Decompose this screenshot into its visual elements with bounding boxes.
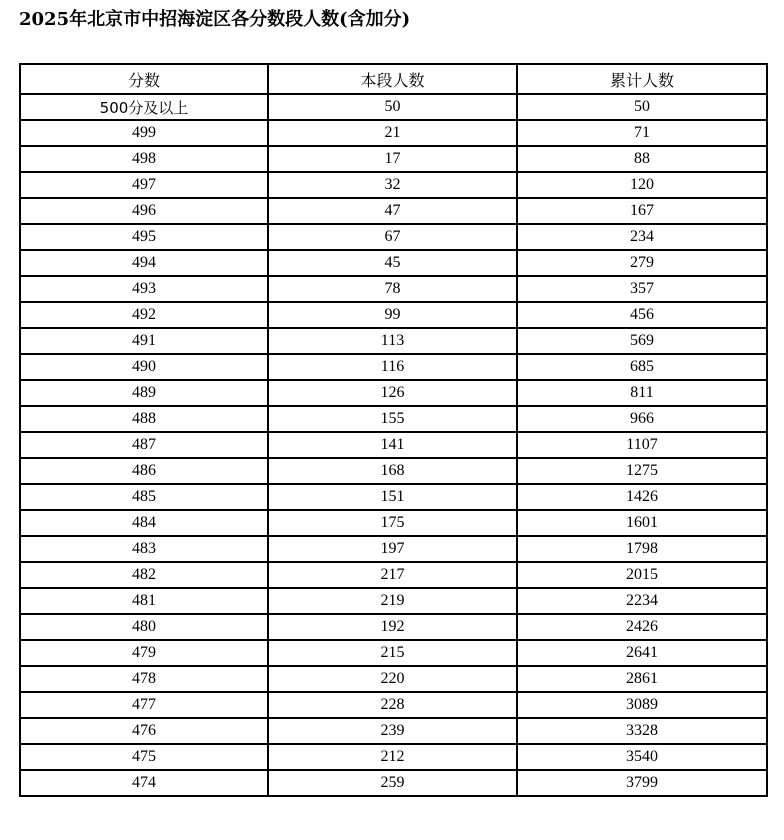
cumulative-count-cell: 3540 (517, 744, 767, 770)
score-cell: 490 (20, 354, 268, 380)
table-row (20, 770, 767, 796)
score-cell: 477 (20, 692, 268, 718)
table-row (20, 432, 767, 458)
table-row (20, 640, 767, 666)
score-cell: 500分及以上 (20, 94, 268, 120)
score-distribution-table (19, 63, 768, 797)
score-cell: 495 (20, 224, 268, 250)
score-cell: 494 (20, 250, 268, 276)
score-cell: 497 (20, 172, 268, 198)
table-body (20, 94, 767, 796)
score-cell: 486 (20, 458, 268, 484)
score-cell: 484 (20, 510, 268, 536)
segment-count-cell: 228 (268, 692, 517, 718)
score-cell: 479 (20, 640, 268, 666)
table-row (20, 458, 767, 484)
cumulative-count-cell: 120 (517, 172, 767, 198)
segment-count-cell: 220 (268, 666, 517, 692)
cumulative-count-cell: 1601 (517, 510, 767, 536)
cumulative-count-cell: 71 (517, 120, 767, 146)
cumulative-count-cell: 2015 (517, 562, 767, 588)
score-cell: 498 (20, 146, 268, 172)
table-row (20, 692, 767, 718)
cumulative-count-cell: 966 (517, 406, 767, 432)
table-row (20, 588, 767, 614)
table-row (20, 536, 767, 562)
cumulative-count-cell: 357 (517, 276, 767, 302)
cumulative-count-cell: 3089 (517, 692, 767, 718)
score-cell: 481 (20, 588, 268, 614)
table-row (20, 562, 767, 588)
cumulative-count-cell: 569 (517, 328, 767, 354)
score-cell: 489 (20, 380, 268, 406)
table-row (20, 406, 767, 432)
cumulative-count-cell: 1426 (517, 484, 767, 510)
segment-count-cell: 50 (268, 94, 517, 120)
table-row (20, 198, 767, 224)
segment-count-cell: 126 (268, 380, 517, 406)
header-score: 分数 (20, 64, 268, 94)
segment-count-cell: 168 (268, 458, 517, 484)
table-row (20, 614, 767, 640)
table-row (20, 250, 767, 276)
table-row (20, 380, 767, 406)
segment-count-cell: 212 (268, 744, 517, 770)
score-cell: 478 (20, 666, 268, 692)
segment-count-cell: 21 (268, 120, 517, 146)
segment-count-cell: 113 (268, 328, 517, 354)
cumulative-count-cell: 50 (517, 94, 767, 120)
cumulative-count-cell: 2641 (517, 640, 767, 666)
cumulative-count-cell: 3328 (517, 718, 767, 744)
cumulative-count-cell: 167 (517, 198, 767, 224)
page-title: 2025年北京市中招海淀区各分数段人数(含加分) (19, 9, 411, 30)
segment-count-cell: 67 (268, 224, 517, 250)
table-row (20, 744, 767, 770)
segment-count-cell: 141 (268, 432, 517, 458)
segment-count-cell: 219 (268, 588, 517, 614)
table-row (20, 224, 767, 250)
cumulative-count-cell: 2234 (517, 588, 767, 614)
cumulative-count-cell: 1107 (517, 432, 767, 458)
score-cell: 485 (20, 484, 268, 510)
cumulative-count-cell: 234 (517, 224, 767, 250)
segment-count-cell: 151 (268, 484, 517, 510)
segment-count-cell: 197 (268, 536, 517, 562)
score-cell: 474 (20, 770, 268, 796)
score-cell: 493 (20, 276, 268, 302)
table-row (20, 666, 767, 692)
table-row (20, 172, 767, 198)
segment-count-cell: 259 (268, 770, 517, 796)
segment-count-cell: 175 (268, 510, 517, 536)
table-row (20, 94, 767, 120)
table-row (20, 302, 767, 328)
segment-count-cell: 155 (268, 406, 517, 432)
table-header-row (20, 64, 767, 94)
score-cell: 488 (20, 406, 268, 432)
table-row (20, 120, 767, 146)
score-cell: 483 (20, 536, 268, 562)
cumulative-count-cell: 1798 (517, 536, 767, 562)
segment-count-cell: 47 (268, 198, 517, 224)
table-row (20, 718, 767, 744)
table-row (20, 328, 767, 354)
segment-count-cell: 192 (268, 614, 517, 640)
header-segment-count: 本段人数 (268, 64, 517, 94)
cumulative-count-cell: 2861 (517, 666, 767, 692)
score-cell: 475 (20, 744, 268, 770)
table-row (20, 510, 767, 536)
segment-count-cell: 17 (268, 146, 517, 172)
cumulative-count-cell: 3799 (517, 770, 767, 796)
cumulative-count-cell: 88 (517, 146, 767, 172)
score-cell: 482 (20, 562, 268, 588)
score-cell: 480 (20, 614, 268, 640)
segment-count-cell: 78 (268, 276, 517, 302)
cumulative-count-cell: 685 (517, 354, 767, 380)
table-row (20, 146, 767, 172)
score-cell: 492 (20, 302, 268, 328)
cumulative-count-cell: 811 (517, 380, 767, 406)
cumulative-count-cell: 1275 (517, 458, 767, 484)
segment-count-cell: 239 (268, 718, 517, 744)
segment-count-cell: 99 (268, 302, 517, 328)
cumulative-count-cell: 2426 (517, 614, 767, 640)
segment-count-cell: 215 (268, 640, 517, 666)
table-row (20, 354, 767, 380)
table-row (20, 484, 767, 510)
score-cell: 487 (20, 432, 268, 458)
score-cell: 476 (20, 718, 268, 744)
score-table-container (19, 63, 766, 797)
header-cumulative-count: 累计人数 (517, 64, 767, 94)
segment-count-cell: 116 (268, 354, 517, 380)
cumulative-count-cell: 456 (517, 302, 767, 328)
cumulative-count-cell: 279 (517, 250, 767, 276)
segment-count-cell: 217 (268, 562, 517, 588)
score-cell: 496 (20, 198, 268, 224)
segment-count-cell: 32 (268, 172, 517, 198)
segment-count-cell: 45 (268, 250, 517, 276)
score-cell: 491 (20, 328, 268, 354)
table-row (20, 276, 767, 302)
score-cell: 499 (20, 120, 268, 146)
